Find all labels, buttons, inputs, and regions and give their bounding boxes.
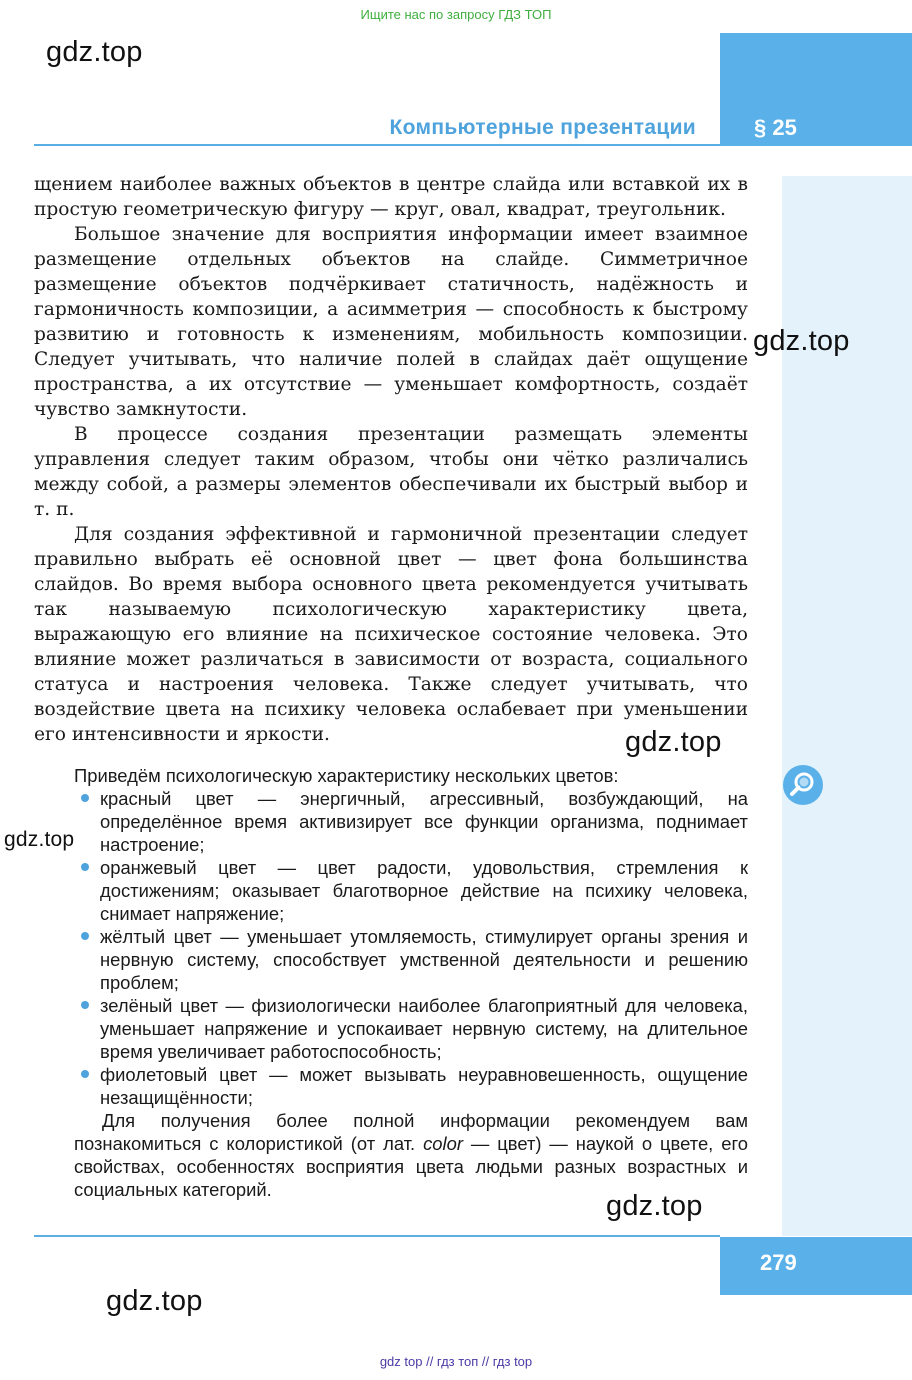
paragraph: щением наиболее важных объектов в центре слайда или вставкой их в простую геометрическую фигуру — круг, овал, квадрат, треугольник. bbox=[34, 174, 748, 220]
closing-text-end: — цвет) — наукой о цвете, его свойствах, особенностях восприятия цвета людьми разных возрастных и социальных категорий. bbox=[74, 1133, 748, 1200]
list-item-text: красный цвет — энергичный, агрессивный, возбуждающий, на определённое время активизирует все функции организма, поднимает настроение; bbox=[100, 788, 748, 855]
page-number-box bbox=[720, 1237, 912, 1295]
list-item bbox=[72, 856, 748, 925]
watermark: gdz.top bbox=[625, 726, 722, 758]
color-list bbox=[74, 787, 748, 1109]
list-intro: Приведём психологическую характеристику нескольких цветов: bbox=[74, 765, 619, 786]
closing-paragraph bbox=[74, 1109, 748, 1201]
footer-divider bbox=[34, 1235, 720, 1237]
list-item-text: зелёный цвет — физиологически наиболее благоприятный для человека, уменьшает напряжение и успокаивает нервную систему, на длительное время увеличивает работоспособность; bbox=[100, 995, 748, 1062]
paragraph: Для создания эффективной и гармоничной презентации следует правильно выбрать её основной цвет — цвет фона большинства слайдов. Во время выбора основного цвета рекомендуется учитывать так называемую психологическую характеристику цвета, выражающую его влияние на психическое состояние человека. Это влияние может различаться в зависимости от возраста, социального статуса и настроения человека. Также следует учитывать, что воздействие цвета на психику человека ослабевает при уменьшении его интенсивности и яркости. bbox=[34, 524, 748, 745]
list-item bbox=[72, 994, 748, 1063]
section-number-box bbox=[720, 33, 912, 146]
main-text bbox=[34, 172, 748, 747]
list-item bbox=[72, 787, 748, 856]
watermark: gdz.top bbox=[4, 828, 75, 851]
chapter-title: Компьютерные презентации bbox=[389, 116, 696, 139]
list-item bbox=[72, 1063, 748, 1109]
list-item-text: жёлтый цвет — уменьшает утомляемость, стимулирует органы зрения и нервную систему, способствует умственной деятельности и решению проблем; bbox=[100, 926, 748, 993]
bullet-icon bbox=[81, 794, 89, 802]
list-item-text: фиолетовый цвет — может вызывать неуравновешенность, ощущение незащищённости; bbox=[100, 1064, 748, 1108]
bullet-icon bbox=[81, 932, 89, 940]
latin-term: color bbox=[423, 1133, 463, 1154]
section-number: § 25 bbox=[754, 115, 797, 140]
list-item-text: оранжевый цвет — цвет радости, удовольствия, стремления к достижениям; оказывает благотворное действие на психику человека, снимает напряжение; bbox=[100, 857, 748, 924]
watermark: gdz.top bbox=[606, 1190, 703, 1222]
magnifier-icon bbox=[783, 765, 823, 805]
header-divider bbox=[34, 144, 720, 146]
closing-text-start: Для получения более полной информации рекомендуем вам познакомиться с колористикой (от лат. bbox=[74, 1110, 748, 1154]
bottom-banner: gdz top // гдз топ // гдз top bbox=[379, 1354, 533, 1369]
paragraph: Большое значение для восприятия информации имеет взаимное размещение отдельных объектов на слайде. Симметричное размещение объектов подчёркивает статичность, надёжность и гармоничность композиции, а асимметрия — способность к быстрому развитию и готовность к изменениям, мобильность композиции. Следует учитывать, что наличие полей в слайдах даёт ощущение пространства, а их отсутствие — уменьшает комфортность, создаёт чувство замкнутости. bbox=[34, 224, 748, 420]
paragraph: В процессе создания презентации размещать элементы управления следует таким образом, чтобы они чётко различались между собой, а размеры элементов обеспечивали их быстрый выбор и т. п. bbox=[34, 424, 748, 520]
list-item bbox=[72, 925, 748, 994]
bullet-icon bbox=[81, 1001, 89, 1009]
watermark: gdz.top bbox=[46, 36, 143, 68]
top-banner: Ищите нас по запросу ГДЗ ТОП bbox=[360, 7, 552, 22]
page-number: 279 bbox=[760, 1250, 797, 1275]
bullet-icon bbox=[81, 863, 89, 871]
bullet-icon bbox=[81, 1070, 89, 1078]
watermark: gdz.top bbox=[753, 325, 850, 357]
color-characteristics bbox=[74, 764, 748, 1201]
watermark: gdz.top bbox=[106, 1285, 203, 1317]
